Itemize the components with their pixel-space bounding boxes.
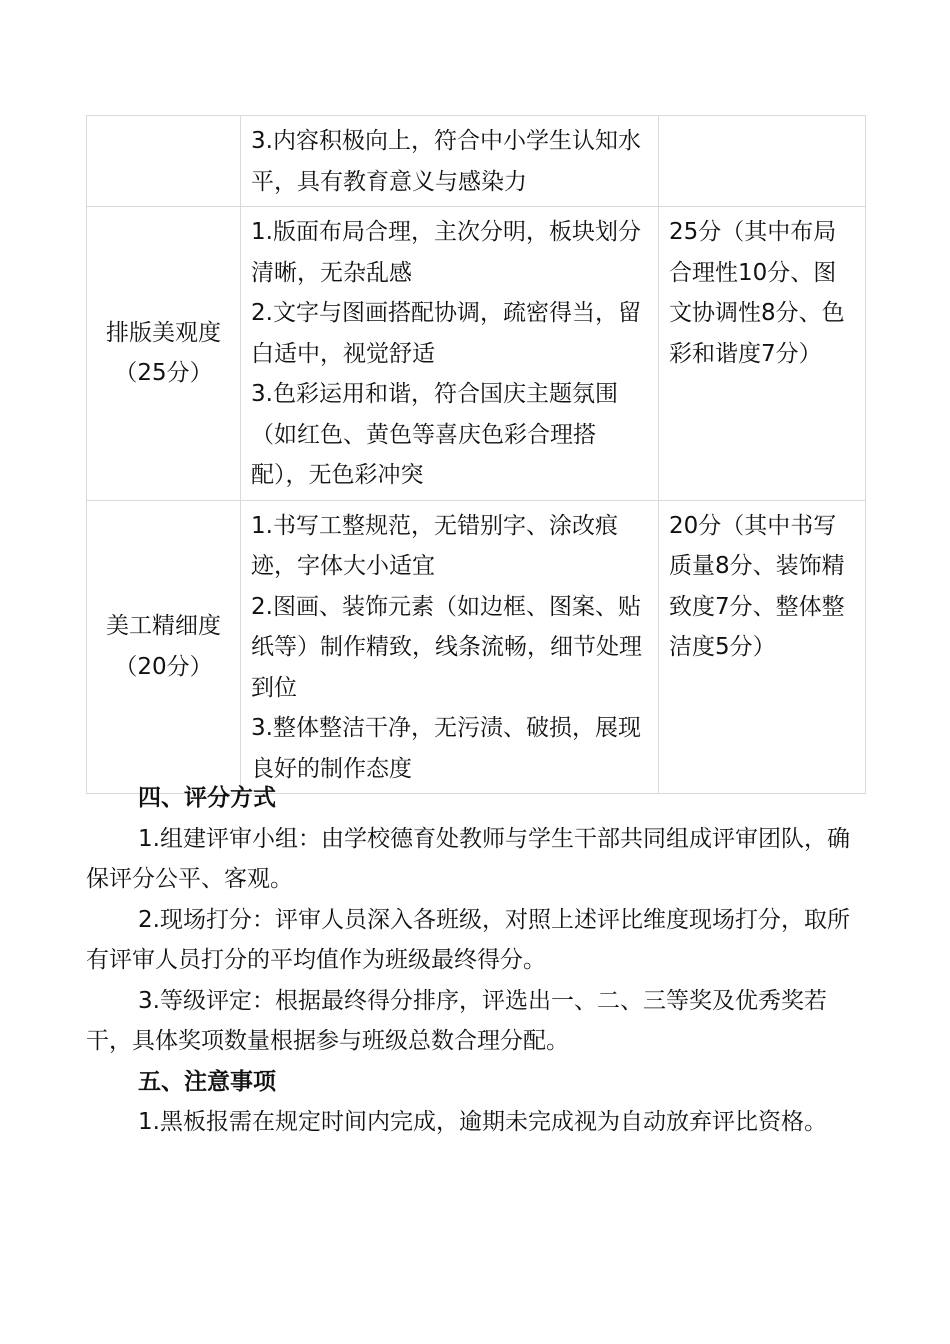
dimension-cell <box>87 116 241 207</box>
table-row <box>87 207 866 501</box>
section-heading: 五、注意事项 <box>138 1068 276 1095</box>
criterion-text: 3.内容积极向上，符合中小学生认知水平，具有教育意义与感染力 <box>251 128 641 195</box>
score-cell <box>659 116 866 207</box>
dimension-cell <box>87 500 241 794</box>
criteria-cell <box>241 207 659 501</box>
dimension-points: （25分） <box>114 360 213 387</box>
paragraph: 2.现场打分：评审人员深入各班级，对照上述评比维度现场打分，取所有评审人员打分的平均值作为班级最终得分。 <box>86 906 850 973</box>
paragraph: 1.组建评审小组：由学校德育处教师与学生干部共同组成评审团队，确保评分公平、客观。 <box>86 825 850 892</box>
criterion-text: 2.图画、装饰元素（如边框、图案、贴纸等）制作精致，线条流畅，细节处理到位 <box>251 593 642 701</box>
dimension-name: 美工精细度 <box>106 613 221 640</box>
dimension-name: 排版美观度 <box>106 319 221 346</box>
paragraph: 3.等级评定：根据最终得分排序，评选出一、二、三等奖及优秀奖若干，具体奖项数量根据参与班级总数合理分配。 <box>86 987 827 1054</box>
paragraph: 1.黑板报需在规定时间内完成，逾期未完成视为自动放弃评比资格。 <box>138 1109 827 1135</box>
dimension-points: （20分） <box>114 653 213 680</box>
score-text: 25分（其中布局合理性10分、图文协调性8分、色彩和谐度7分） <box>669 219 845 367</box>
score-cell <box>659 207 866 501</box>
score-text: 20分（其中书写质量8分、装饰精致度7分、整体整洁度5分） <box>669 512 845 660</box>
criterion-text: 1.书写工整规范，无错别字、涂改痕迹，字体大小适宜 <box>251 512 618 579</box>
criterion-text: 3.色彩运用和谐，符合国庆主题氛围（如红色、黄色等喜庆色彩合理搭配），无色彩冲突 <box>251 381 618 488</box>
criterion-text: 3.整体整洁干净，无污渍、破损，展现良好的制作态度 <box>251 715 641 782</box>
table-row <box>87 116 866 207</box>
table-row <box>87 500 866 794</box>
criterion-text: 1.版面布局合理，主次分明，板块划分清晰，无杂乱感 <box>251 219 641 286</box>
section-scoring-method <box>86 778 856 1143</box>
dimension-cell <box>87 207 241 501</box>
criteria-table <box>86 115 866 794</box>
score-cell <box>659 500 866 794</box>
criteria-cell <box>241 116 659 207</box>
criteria-cell <box>241 500 659 794</box>
section-heading: 四、评分方式 <box>138 785 276 811</box>
criterion-text: 2.文字与图画搭配协调，疏密得当，留白适中，视觉舒适 <box>251 300 641 367</box>
